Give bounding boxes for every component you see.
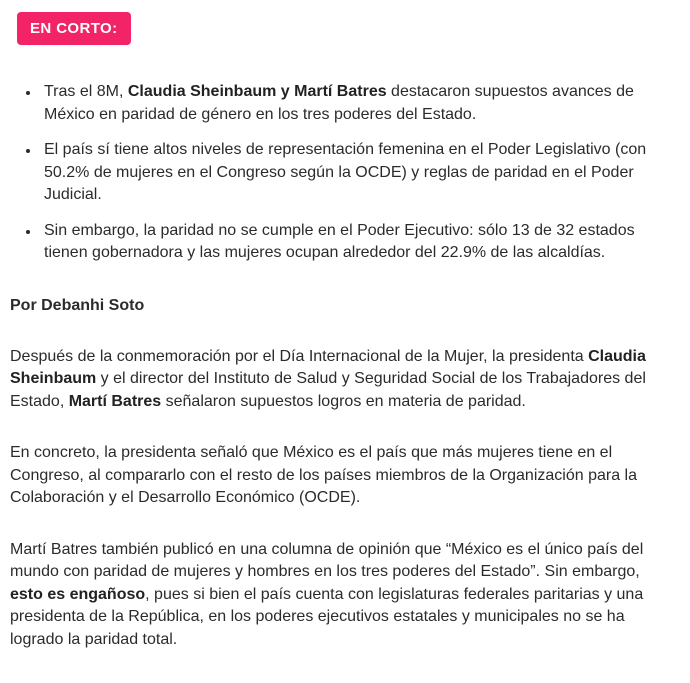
en-corto-badge: EN CORTO:: [17, 12, 131, 45]
bullet-item-3: • Sin embargo, la paridad no se cumple en el Poder Ejecutivo: sólo 13 de 32 estados tienen gobernadora y las mujeres ocupan alrededor del 22.9% de las alcaldías.: [40, 220, 650, 265]
paragraph-2: En concreto, la presidenta señaló que México es el país que más mujeres tiene en el Congreso, al compararlo con el resto de los países miembros de la Organización para la Colaboración y el Desarrollo Económico (OCDE).: [10, 444, 637, 506]
paragraph-3: Martí Batres también publicó en una columna de opinión que “México es el único país del mundo con paridad de mujeres y hombres en los tres poderes del Estado”. Sin embargo, esto es engañoso, pues si bien el país cuenta con legislaturas federales paritarias y una presidenta de la República, en los poderes ejecutivos estatales y municipales no se ha logrado la paridad total.: [10, 540, 644, 648]
bullet-item-1: • Tras el 8M, Claudia Sheinbaum y Martí Batres destacaron supuestos avances de México en paridad de género en los tres poderes del Estado.: [40, 81, 650, 126]
bullet-item-2: • El país sí tiene altos niveles de representación femenina en el Poder Legislativo (con 50.2% de mujeres en el Congreso según la OCDE) y reglas de paridad en el Poder Judicial.: [40, 139, 650, 207]
summary-bullet-list: [10, 81, 650, 265]
byline: Por Debanhi Soto: [10, 296, 145, 314]
paragraph-1: Después de la conmemoración por el Día Internacional de la Mujer, la presidenta Claudia Sheinbaum y el director del Instituto de Salud y Seguridad Social de los Trabajadores del Estado, Martí Batres señalaron supuestos logros en materia de paridad.: [10, 347, 646, 410]
